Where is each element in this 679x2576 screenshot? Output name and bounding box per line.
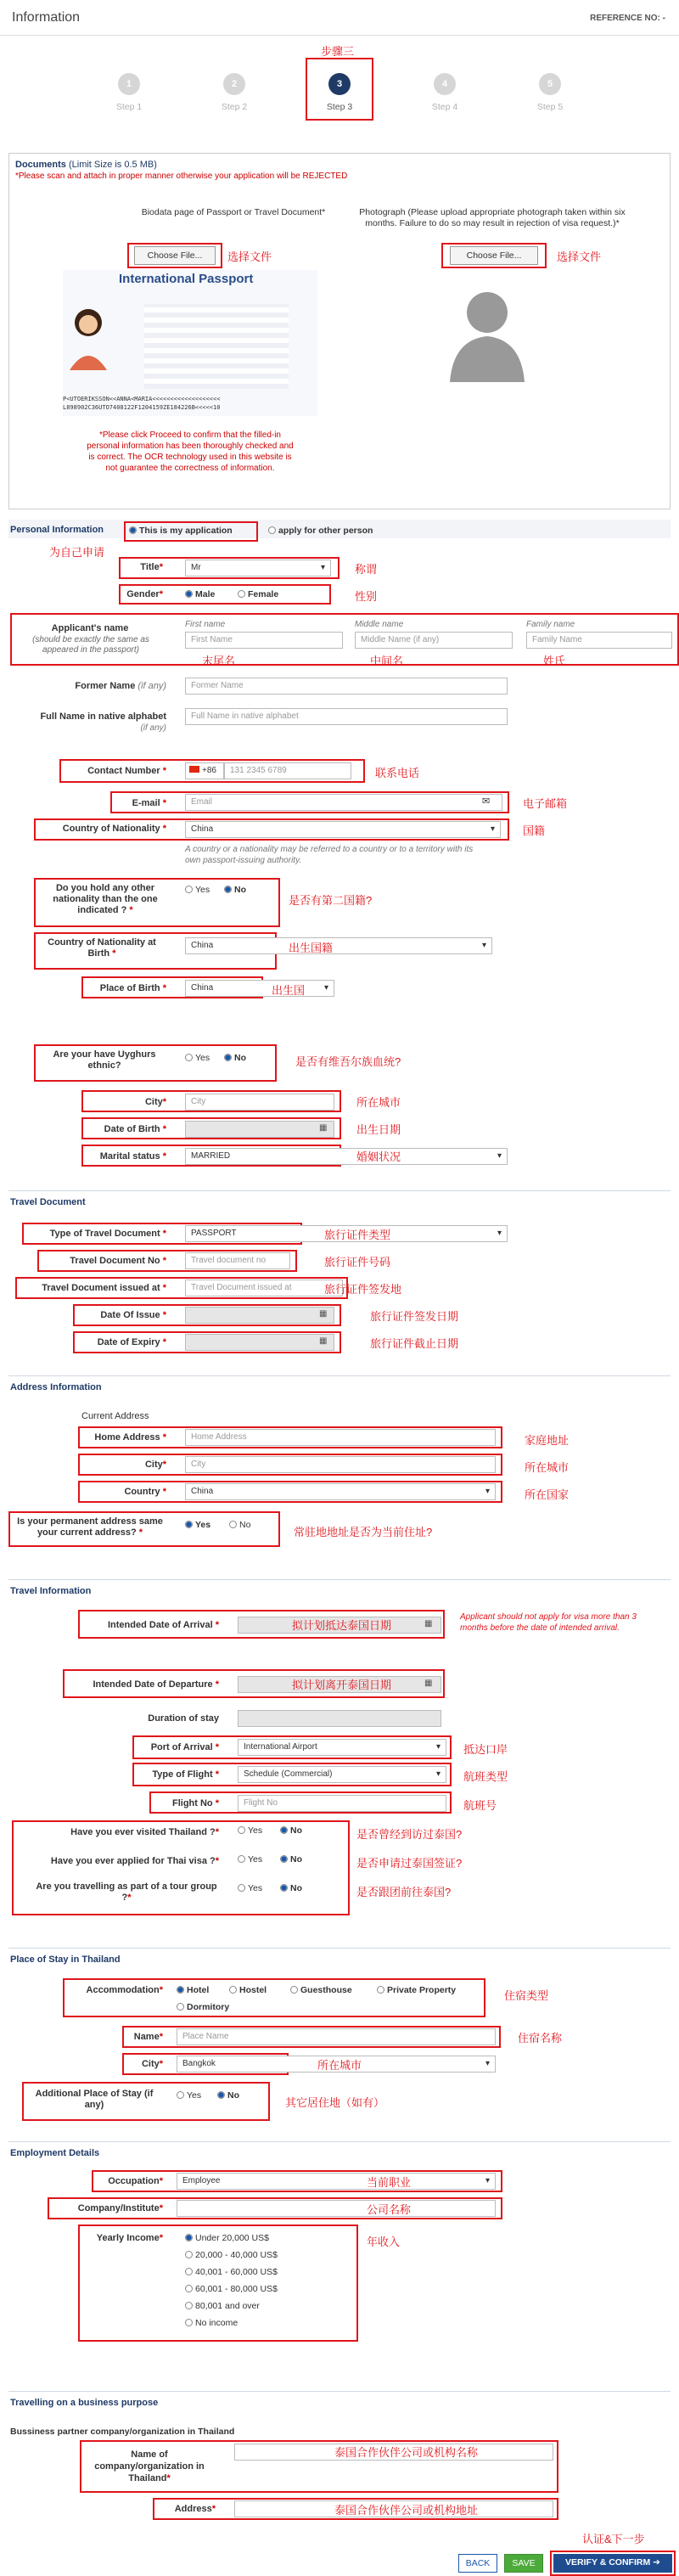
reference-number: REFERENCE NO: - xyxy=(590,14,665,23)
applied-yes[interactable]: Yes xyxy=(238,1854,262,1865)
envelope-icon: ✉ xyxy=(482,796,491,807)
annotation-accommodation: 住宿类型 xyxy=(504,1989,549,2002)
my-application-radio[interactable]: This is my application xyxy=(129,526,233,536)
annotation-address-city: 所在城市 xyxy=(525,1461,570,1474)
tour-label: Are you travelling as part of a tour group ?* xyxy=(36,1881,217,1903)
annotation-choose-photo: 选择文件 xyxy=(557,250,602,263)
doc-no-input[interactable]: Travel document no xyxy=(185,1252,290,1269)
middle-name-input[interactable]: Middle Name (if any) xyxy=(355,632,513,649)
dob-label: Date of Birth * xyxy=(104,1124,166,1134)
email-label: E-mail * xyxy=(132,798,166,808)
annotation-applied: 是否申请过泰国签证? xyxy=(356,1857,463,1870)
doc-no-label: Travel Document No * xyxy=(70,1256,166,1266)
annotation-income: 年收入 xyxy=(367,2236,401,2248)
place-name-input[interactable]: Place Name xyxy=(177,2028,496,2045)
native-name-note: (if any) xyxy=(140,723,166,733)
family-name-input[interactable]: Family Name xyxy=(526,632,672,649)
annotation-tour: 是否跟团前往泰国? xyxy=(356,1886,452,1898)
native-name-input[interactable]: Full Name in native alphabet xyxy=(185,708,508,725)
annotation-family-name: 姓氏 xyxy=(543,655,566,667)
departure-label: Intended Date of Departure * xyxy=(93,1679,219,1690)
permanent-address-yes[interactable]: Yes xyxy=(185,1520,210,1530)
annotation-doc-issued: 旅行证件签发地 xyxy=(324,1283,402,1296)
personal-heading: Personal Information xyxy=(10,525,104,535)
annotation-for-self: 为自己申请 xyxy=(49,546,105,559)
annotation-first-name: 末尾名 xyxy=(202,655,236,667)
annotation-permanent-address: 常驻地地址是否为当前住址? xyxy=(294,1526,433,1538)
former-name-label: Former Name (if any) xyxy=(75,681,166,691)
stay-city-select[interactable]: Bangkok ▾ xyxy=(177,2056,496,2073)
address-country-select[interactable]: China ▾ xyxy=(185,1483,496,1500)
annotation-dob: 出生日期 xyxy=(356,1123,401,1136)
email-input[interactable]: Email xyxy=(185,794,502,811)
arrow-right-icon: ➔ xyxy=(653,2557,660,2568)
photo-upload-label: Photograph (Please upload appropriate photograph taken within six months. Failure to do so may result in rejection of visa request.)* xyxy=(359,207,626,228)
first-name-caption: First name xyxy=(185,620,226,629)
name-label: Applicant's name xyxy=(51,623,129,633)
occupation-label: Occupation* xyxy=(108,2176,163,2186)
calendar-icon[interactable]: ▦ xyxy=(319,1309,328,1319)
tour-yes[interactable]: Yes xyxy=(238,1883,262,1893)
income-option-6[interactable]: No income xyxy=(185,2318,238,2328)
annotation-port: 抵达口岸 xyxy=(463,1743,508,1756)
accom-private-radio[interactable]: Private Property xyxy=(377,1985,456,1995)
port-select[interactable]: International Airport ▾ xyxy=(238,1739,446,1756)
annotation-company: 公司名称 xyxy=(367,2203,412,2216)
former-name-input[interactable]: Former Name xyxy=(185,678,508,695)
annotation-stay-city: 所在城市 xyxy=(317,2059,362,2072)
income-option-4[interactable]: 60,001 - 80,000 US$ xyxy=(185,2284,278,2294)
back-button[interactable]: BACK xyxy=(458,2554,497,2573)
nationality-label: Country of Nationality * xyxy=(62,824,166,834)
income-option-3[interactable]: 40,001 - 60,000 US$ xyxy=(185,2267,278,2277)
contact-number-input[interactable]: 131 2345 6789 xyxy=(224,762,351,779)
annotation-doe: 旅行证件截止日期 xyxy=(370,1337,459,1350)
place-name-label: Name* xyxy=(133,2032,163,2042)
income-option-2[interactable]: 20,000 - 40,000 US$ xyxy=(185,2250,278,2260)
nationality-select[interactable]: China ▾ xyxy=(185,821,501,838)
documents-warning: *Please scan and attach in proper manner otherwise your application will be REJECTED xyxy=(15,172,348,181)
step-1: 1 Step 1 xyxy=(95,73,163,112)
visited-yes[interactable]: Yes xyxy=(238,1825,262,1836)
port-label: Port of Arrival * xyxy=(150,1742,219,1752)
stay-city-label: City* xyxy=(141,2059,163,2069)
flight-type-select[interactable]: Schedule (Commercial) ▾ xyxy=(238,1766,446,1783)
annotation-doc-type: 旅行证件类型 xyxy=(324,1229,391,1241)
doe-label: Date of Expiry * xyxy=(97,1337,166,1347)
visited-label: Have you ever visited Thailand ?* xyxy=(70,1827,219,1837)
marital-label: Marital status * xyxy=(99,1151,166,1161)
annotation-step3: 步骤三 xyxy=(321,45,355,58)
annotation-place-name: 住宿名称 xyxy=(518,2032,563,2044)
passport-sample-image: International Passport P<UTOERIKSSON<<ANNA<MARIA<<<<<<<<<<<<<<<<<<< L898902C36UTO7408122F1204159ZE184226B<<<<<10 xyxy=(63,270,317,416)
travel-document-heading: Travel Document xyxy=(10,1197,86,1207)
annotation-city: 所在城市 xyxy=(356,1096,401,1109)
highlight-accommodation xyxy=(63,1978,485,2017)
documents-heading: Documents (Limit Size is 0.5 MB) xyxy=(15,160,157,170)
arrival-label: Intended Date of Arrival * xyxy=(107,1620,219,1630)
arrival-note: Applicant should not apply for visa more than 3 months before the date of intended arrival. xyxy=(460,1612,637,1633)
photo-choose-file-button[interactable]: Choose File... xyxy=(450,246,538,265)
occupation-select[interactable]: Employee ▾ xyxy=(177,2173,496,2190)
nationality-note: A country or a nationality may be referred to a country or to a territory with its own passport-issuing authority. xyxy=(185,845,474,865)
middle-name-caption: Middle name xyxy=(355,620,404,629)
accom-hostel-radio[interactable]: Hostel xyxy=(229,1985,267,1995)
home-address-input[interactable]: Home Address xyxy=(185,1429,496,1446)
annotation-additional-stay: 其它居住地（如有） xyxy=(285,2096,385,2109)
annotation-org-address: 泰国合作伙伴公司或机构地址 xyxy=(334,2504,479,2517)
photo-placeholder-icon xyxy=(445,280,530,382)
second-nationality-no[interactable]: No xyxy=(224,885,246,895)
employment-heading: Employment Details xyxy=(10,2148,100,2158)
annotation-birth-nationality: 出生国籍 xyxy=(289,942,334,954)
duration-input xyxy=(238,1710,441,1727)
annotation-address-country: 所在国家 xyxy=(525,1488,570,1501)
place-of-birth-label: Place of Birth * xyxy=(99,983,166,993)
flight-no-label: Flight No * xyxy=(172,1798,219,1808)
income-label: Yearly Income* xyxy=(96,2233,163,2243)
second-nationality-label: Do you hold any other nationality than the one indicated ? * xyxy=(53,883,158,915)
gender-male-radio[interactable]: Male xyxy=(185,589,215,599)
calendar-icon[interactable]: ▦ xyxy=(424,1619,433,1628)
address-city-label: City* xyxy=(144,1460,166,1470)
stay-heading: Place of Stay in Thailand xyxy=(10,1954,121,1965)
annotation-flight-no: 航班号 xyxy=(463,1799,497,1812)
page-header xyxy=(0,0,679,36)
annotation-place-of-birth: 出生国 xyxy=(272,984,306,997)
second-nationality-yes[interactable]: Yes xyxy=(185,885,210,895)
annotation-departure: 拟计划离开泰国日期 xyxy=(292,1679,392,1691)
annotation-title: 称谓 xyxy=(355,563,378,576)
city-input[interactable]: City xyxy=(185,1094,334,1111)
annotation-doc-no: 旅行证件号码 xyxy=(324,1256,391,1268)
address-country-label: Country * xyxy=(124,1487,166,1497)
annotation-email: 电子邮箱 xyxy=(523,797,568,810)
doe-input[interactable] xyxy=(185,1334,334,1351)
step-5: 5 Step 5 xyxy=(516,73,584,112)
doi-label: Date Of Issue * xyxy=(100,1310,166,1320)
step-3: 3 Step 3 xyxy=(306,73,373,112)
home-address-label: Home Address * xyxy=(94,1432,166,1443)
income-option-5[interactable]: 80,001 and over xyxy=(185,2301,260,2311)
permanent-address-label: Is your permanent address same your current address? * xyxy=(17,1516,163,1538)
country-code-select[interactable]: +86 xyxy=(185,762,224,779)
flight-type-label: Type of Flight * xyxy=(152,1769,219,1780)
duration-label: Duration of stay xyxy=(148,1713,219,1724)
name-note: (should be exactly the same as appeared in the passport) xyxy=(32,635,149,655)
calendar-icon[interactable]: ▦ xyxy=(424,1679,433,1688)
uyghur-yes[interactable]: Yes xyxy=(185,1053,210,1063)
birth-nationality-label: Country of Nationality at Birth * xyxy=(48,937,156,959)
annotation-nationality: 国籍 xyxy=(523,824,546,837)
annotation-arrival: 拟计划抵达泰国日期 xyxy=(292,1619,392,1632)
current-address-label: Current Address xyxy=(81,1411,149,1421)
income-option-1[interactable]: Under 20,000 US$ xyxy=(185,2233,269,2243)
annotation-flight-type: 航班类型 xyxy=(463,1770,508,1783)
verify-confirm-button[interactable]: VERIFY & CONFIRM ➔ xyxy=(553,2554,672,2573)
passport-upload-label: Biodata page of Passport or Travel Document* xyxy=(141,207,326,217)
org-name-label: Name of company/organization in Thailand* xyxy=(94,2449,205,2483)
accommodation-label: Accommodation* xyxy=(86,1985,163,1995)
passport-choose-file-button[interactable]: Choose File... xyxy=(134,246,216,265)
additional-stay-label: Additional Place of Stay (if any) xyxy=(35,2089,154,2110)
business-partner-label: Bussiness partner company/organization in Thailand xyxy=(10,2427,235,2437)
accom-hotel-radio[interactable]: Hotel xyxy=(177,1985,209,1995)
annotation-contact: 联系电话 xyxy=(375,767,420,779)
uyghur-label: Are your have Uyghurs ethnic? xyxy=(53,1049,156,1071)
gender-label: Gender* xyxy=(126,589,163,599)
family-name-caption: Family name xyxy=(526,620,575,629)
gender-female-radio[interactable]: Female xyxy=(238,589,278,599)
address-heading: Address Information xyxy=(10,1382,102,1392)
place-of-birth-select[interactable]: China ▾ xyxy=(185,980,334,997)
dob-input[interactable] xyxy=(185,1121,334,1138)
annotation-occupation: 当前职业 xyxy=(367,2176,412,2189)
title-label: Title* xyxy=(140,562,163,572)
native-name-label: Full Name in native alphabet xyxy=(40,711,166,722)
additional-stay-no[interactable]: No xyxy=(217,2090,239,2101)
company-label: Company/Institute* xyxy=(77,2203,163,2213)
doi-input[interactable] xyxy=(185,1307,334,1324)
save-button[interactable]: SAVE xyxy=(504,2554,543,2573)
doc-type-select[interactable]: PASSPORT ▾ xyxy=(185,1225,508,1242)
annotation-org-name: 泰国合作伙伴公司或机构名称 xyxy=(334,2446,479,2459)
birth-nationality-select[interactable]: China ▾ xyxy=(185,937,492,954)
applied-no[interactable]: No xyxy=(280,1854,302,1865)
other-person-radio[interactable]: apply for other person xyxy=(268,526,373,536)
title-select[interactable]: Mr ▾ xyxy=(185,560,331,577)
additional-stay-yes[interactable]: Yes xyxy=(177,2090,201,2101)
annotation-doi: 旅行证件签发日期 xyxy=(370,1310,459,1323)
flight-no-input[interactable]: Flight No xyxy=(238,1795,446,1812)
visited-no[interactable]: No xyxy=(280,1825,302,1836)
ocr-note: *Please click Proceed to confirm that the filled-in personal information has been thoroughly checked and is correct. The OCR technology used in this website is not guarantee the correctness of information. xyxy=(87,430,294,473)
annotation-visited: 是否曾经到访过泰国? xyxy=(356,1828,463,1841)
page-title: Information xyxy=(12,10,81,25)
annotation-gender: 性别 xyxy=(355,590,378,603)
accom-dormitory-radio[interactable]: Dormitory xyxy=(177,2002,229,2012)
annotation-verify: 认证&下一步 xyxy=(582,2533,645,2545)
uyghur-no[interactable]: No xyxy=(224,1053,246,1063)
step-2: 2 Step 2 xyxy=(200,73,268,112)
marital-select[interactable]: MARRIED ▾ xyxy=(185,1148,508,1165)
accom-guesthouse-radio[interactable]: Guesthouse xyxy=(290,1985,352,1995)
org-address-label: Address* xyxy=(174,2504,216,2514)
annotation-middle-name: 中间名 xyxy=(370,655,404,667)
passport-photo-icon xyxy=(63,304,114,372)
city-label: City* xyxy=(144,1097,166,1107)
annotation-home-address: 家庭地址 xyxy=(525,1434,570,1447)
annotation-uyghur: 是否有维吾尔族血统? xyxy=(295,1055,401,1068)
doc-issued-label: Travel Document issued at * xyxy=(42,1283,166,1293)
calendar-icon[interactable]: ▦ xyxy=(319,1123,328,1133)
contact-label: Contact Number * xyxy=(87,766,166,776)
business-heading: Travelling on a business purpose xyxy=(10,2398,159,2408)
doc-issued-input[interactable]: Travel Document issued at xyxy=(185,1280,343,1296)
step-4: 4 Step 4 xyxy=(411,73,479,112)
address-city-input[interactable]: City xyxy=(185,1456,496,1473)
annotation-second-nationality: 是否有第二国籍? xyxy=(289,894,373,907)
permanent-address-no[interactable]: No xyxy=(229,1520,250,1530)
applied-label: Have you ever applied for Thai visa ?* xyxy=(50,1856,219,1866)
calendar-icon[interactable]: ▦ xyxy=(319,1336,328,1346)
doc-type-label: Type of Travel Document * xyxy=(49,1229,166,1239)
first-name-input[interactable]: First Name xyxy=(185,632,343,649)
travel-info-heading: Travel Information xyxy=(10,1586,92,1596)
annotation-marital: 婚姻状况 xyxy=(356,1150,401,1163)
tour-no[interactable]: No xyxy=(280,1883,302,1893)
annotation-choose-file: 选择文件 xyxy=(227,250,272,263)
company-input[interactable] xyxy=(177,2200,496,2217)
